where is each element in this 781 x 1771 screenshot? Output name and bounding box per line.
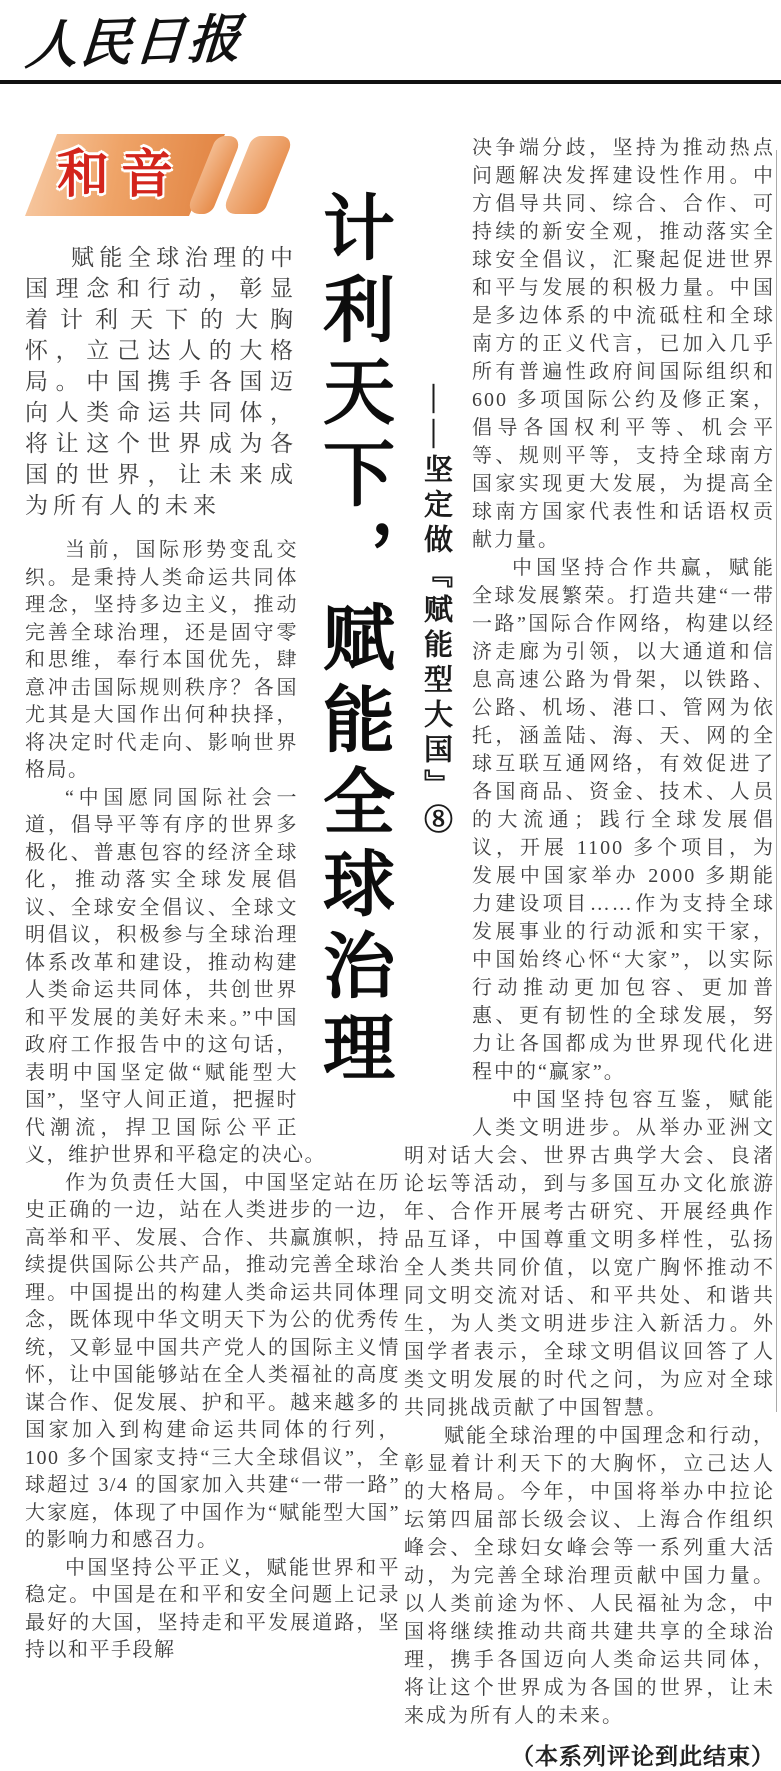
article-headline: 计利天下，赋能全球治理 (312, 190, 392, 1092)
right-paragraph-2: 中国坚持合作共赢，赋能全球发展繁荣。打造共建“一带一路”国际合作网络，构建以经济走廊为引领，以大通道和信息高速公路为骨架，以铁路、公路、机场、港口、管网为依托，涵盖陆、海、天、网的全球互联互通网络，有效促进了各国商品、资金、技术、人员的大流通；践行全球发展倡议，开展 1100 多个项目，为发展中国家举办 2000 多期能力建设项目……作为支持全球发展事业的行动派和实干家，中国始终心怀“大家”，以实际行动推动更加包容、更加普惠、更有韧性的全球发展，努力让各国都成为世界现代化进程中的“赢家”。 (472, 557, 775, 1083)
column-badge (25, 134, 283, 216)
right-paragraph-1: 决争端分歧，坚持为推动热点问题解决发挥建设性作用。中方倡导共同、综合、合作、可持续的新安全观，推动落实全球安全倡议，汇聚起促进世界和平与发展的积极力量。中国是多边体系的中流砥柱和全球南方的正义代言，已加入几乎所有普遍性政府间国际组织和 600 多项国际公约及修正案，倡导各国权利平等、机会平等、规则平等，支持全球南方国家实现更大发展，为提高全球南方国家代表性和话语权贡献力量。 (472, 137, 775, 551)
left-paragraph-3: 作为负责任大国，中国坚定站在历史正确的一边，站在人类进步的一边，高举和平、发展、合作、共赢旗帜，持续提供国际公共产品，推动完善全球治理。中国提出的构建人类命运共同体理念，既体现中华文明天下为公的优秀传统，又彰显中国共产党人的国际主义情怀，让中国能够站在全人类福祉的高度谋合作、促发展、护和平。越来越多的国家加入到构建命运共同体的行列，100 多个国家支持“三大全球倡议”，全球超过 3/4 的国家加入共建“一带一路”大家庭，体现了中国作为“赋能型大国”的影响力和感召力。 (25, 1171, 400, 1551)
left-column (25, 134, 400, 1771)
right-column (404, 134, 775, 1771)
article (0, 84, 781, 1771)
article-standfirst: 赋能全球治理的中国理念和行动，彰显着计利天下的大胸怀，立己达人的大格局。中国携手各国迈向人类命运共同体，将让这个世界成为各国的世界，让未来成为所有人的未来 (25, 244, 298, 518)
masthead (0, 0, 781, 78)
article-subtitle: ——坚定做『赋能型大国』⑧ (420, 384, 452, 839)
left-paragraph-4: 中国坚持公平正义，赋能世界和平稳定。中国是在和平和安全问题上记录最好的大国，坚持走和平发展道路，坚持以和平手段解 (25, 1556, 400, 1661)
right-paragraph-4: 赋能全球治理的中国理念和行动，彰显着计利天下的大胸怀，立己达人的大格局。今年，中国将举办中拉论坛第四届部长级会议、上海合作组织峰会、全球妇女峰会等一系列重大活动，为完善全球治理贡献中国力量。以人类前途为怀、人民福祉为念，中国将继续推动共商共建共享的全球治理，携手各国迈向人类命运共同体，将让这个世界成为各国的世界，让未来成为所有人的未来。 (404, 1425, 775, 1727)
column-badge-label: 和音 (57, 146, 186, 204)
headline-strip (304, 134, 400, 1126)
left-paragraph-1: 当前，国际形势变乱交织。是秉持人类命运共同体理念，坚持多边主义，推动完善全球治理，还是固守零和思维，奉行本国优先，肆意冲击国际规则秩序？各国尤其是大国作出何种抉择，将决定时代走向、影响世界格局。 (25, 539, 298, 781)
masthead-logo: 人民日报 (23, 8, 245, 77)
left-paragraph-2: “中国愿同国际社会一道，倡导平等有序的世界多极化、普惠包容的经济全球化，推动落实全球发展倡议、全球安全倡议、全球文明倡议，积极参与全球治理体系改革和建设，推动构建人类命运共同体，共创世界和平发展的美好未来。”中国政府工作报告中的这句话，表明中国坚定做“赋能型大国”，坚守人间正道，把握时代潮流，捍卫国际公平正义，维护世界和平稳定的决心。 (25, 786, 326, 1166)
series-endnote: （本系列评论到此结束） (511, 1743, 775, 1769)
right-edge-rule (776, 150, 777, 1412)
subtitle-strip (404, 134, 472, 1126)
right-paragraph-3: 中国坚持包容互鉴，赋能人类文明进步。从举办亚洲文明对话大会、世界古典学大会、良渚论坛等活动，到与多国互办文化旅游年、合作开展考古研究、开展经典作品互译，中国尊重文明多样性，弘扬全人类共同价值，以宽广胸怀推动不同文明交流对话、和平共处、和谐共生，为人类文明进步注入新活力。外国学者表示，全球文明倡议回答了人类文明发展的时代之问，为应对全球共同挑战贡献了中国智慧。 (404, 1089, 775, 1419)
